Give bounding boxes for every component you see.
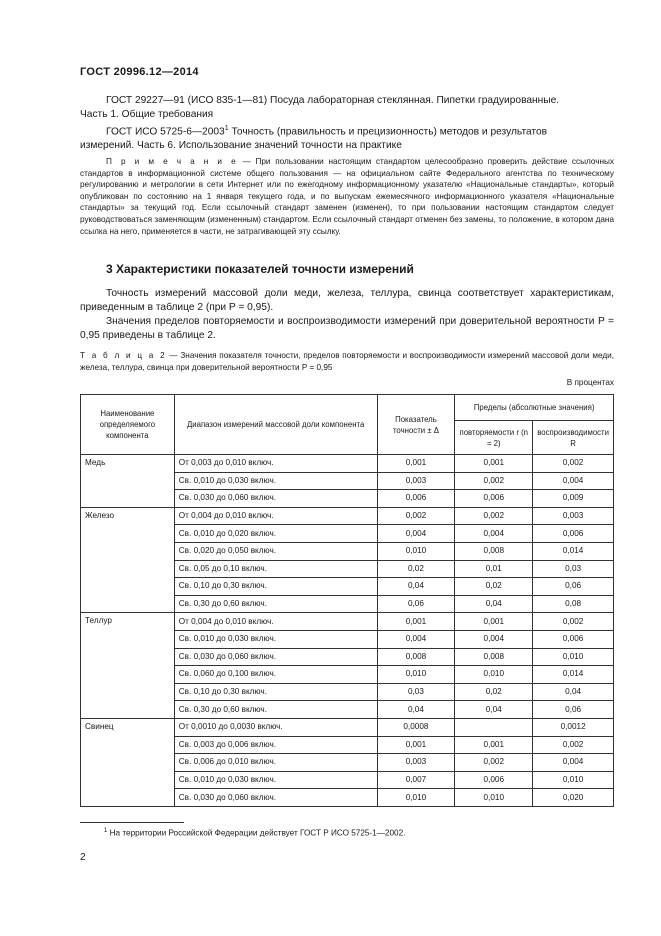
note-paragraph [80,156,614,237]
note-label: П р и м е ч а н и е [106,157,238,166]
range-cell: Св. 0,020 до 0,050 включ. [174,542,377,560]
accuracy-cell: 0,003 [377,754,455,772]
range-cell: Св. 0,30 до 0,60 включ. [174,701,377,719]
table-row [81,507,614,525]
accuracy-cell: 0,007 [377,771,455,789]
range-cell: Св. 0,003 до 0,006 включ. [174,736,377,754]
range-cell: Св. 0,010 до 0,030 включ. [174,472,377,490]
reproducibility-cell: 0,004 [533,472,614,490]
range-cell: Св. 0,030 до 0,060 включ. [174,789,377,807]
section-title: 3 Характеристики показателей точности измерений [106,262,414,276]
range-cell: От 0,003 до 0,010 включ. [174,455,377,473]
table-caption-text: — Значения показателя точности, пределов повторяемости и воспроизводимости измерений массовой доли меди, железа, теллура, свинца при доверительной вероятности P = 0,95 [80,351,614,372]
accuracy-cell: 0,04 [377,578,455,596]
table-row [81,718,614,736]
header-repeatability: повторяемости r (n = 2) [455,421,533,455]
accuracy-cell: 0,006 [377,490,455,508]
range-cell: Св. 0,05 до 0,10 включ. [174,560,377,578]
repeatability-cell: 0,002 [455,754,533,772]
repeatability-cell: 0,008 [455,542,533,560]
range-cell: Св. 0,010 до 0,020 включ. [174,525,377,543]
repeatability-cell: 0,004 [455,630,533,648]
reproducibility-cell: 0,06 [533,701,614,719]
paragraph-accuracy: Точность измерений массовой доли меди, железа, теллура, свинца соответствует характеристикам, приведенным в таблице 2 (при P = 0,95). [80,288,614,313]
repeatability-cell: 0,004 [455,525,533,543]
accuracy-cell: 0,001 [377,736,455,754]
reproducibility-cell: 0,009 [533,490,614,508]
repeatability-cell: 0,010 [455,666,533,684]
reproducibility-cell: 0,004 [533,754,614,772]
range-cell: Св. 0,010 до 0,030 включ. [174,630,377,648]
range-cell: Св. 0,10 до 0,30 включ. [174,683,377,701]
page-number: 2 [80,852,86,863]
note-text: — При пользовании настоящим стандартом целесообразно проверить действие ссылочных стандартов в информационной системе общего пользования — на официальном сайте Федерального агентства по техническому регулированию и метрологии в сети Интернет или по ежегодному информационному указателю «Национальные стандарты», который опубликован по состоянию на 1 января текущего года, и по выпускам ежемесячного информационного указателя «Национальные стандарты» за текущий год. Если ссылочный стандарт заменен (изменен), то при пользовании настоящим стандартом следует руководствоваться заменяющим (измененным) стандартом. Если ссылочный стандарт отменен без замены, то положение, в котором дана ссылка на него, применяется в части, не затрагивающей эту ссылку. [80,157,614,236]
repeatability-cell: 0,008 [455,648,533,666]
reference-gost-iso-5725-6 [80,122,614,153]
component-name-cell: Теллур [81,613,175,719]
reproducibility-cell: 0,002 [533,736,614,754]
footnote-mark: 1 [224,125,229,132]
range-cell: От 0,0010 до 0,0030 включ. [174,718,377,736]
reproducibility-cell: 0,014 [533,666,614,684]
repeatability-cell: 0,02 [455,683,533,701]
repeatability-cell: 0,001 [455,613,533,631]
reproducibility-cell: 0,010 [533,648,614,666]
repeatability-cell: 0,010 [455,789,533,807]
units-note: В процентах [566,378,614,387]
reproducibility-cell: 0,08 [533,595,614,613]
range-cell: От 0,004 до 0,010 включ. [174,613,377,631]
reproducibility-cell: 0,006 [533,630,614,648]
reference-title: Точность (правильность и прецизионность) методов и результатов [228,126,548,138]
accuracy-table [80,394,614,807]
reference-line: ГОСТ 29227—91 (ИСО 835-1—81) Посуда лабораторная стеклянная. Пипетки градуированные. [106,95,560,106]
range-cell: Св. 0,030 до 0,060 включ. [174,648,377,666]
component-name-cell: Железо [81,507,175,613]
table-caption-label: Т а б л и ц а 2 [80,351,167,360]
accuracy-cell: 0,003 [377,472,455,490]
table-row [81,455,614,473]
repeatability-cell: 0,02 [455,578,533,596]
footnote [104,828,405,838]
reference-line: Часть 1. Общие требования [80,109,214,120]
range-cell: Св. 0,006 до 0,010 включ. [174,754,377,772]
reproducibility-cell: 0,002 [533,613,614,631]
reproducibility-cell: 0,010 [533,771,614,789]
accuracy-cell: 0,004 [377,525,455,543]
table-body [81,455,614,807]
reproducibility-cell: 0,003 [533,507,614,525]
repeatability-cell: 0,001 [455,736,533,754]
accuracy-cell: 0,03 [377,683,455,701]
reproducibility-cell: 0,03 [533,560,614,578]
accuracy-cell: 0,06 [377,595,455,613]
repeatability-cell: 0,002 [455,472,533,490]
table-row [81,613,614,631]
component-name-cell: Медь [81,455,175,508]
paragraph-limits: Значения пределов повторяемости и воспроизводимости измерений при доверительной вероятности P = 0,95 приведены в таблице 2. [80,316,614,341]
accuracy-cell: 0,0008 [377,718,455,736]
reference-line: измерений. Часть 6. Использование значений точности на практике [80,140,402,152]
repeatability-cell: 0,04 [455,595,533,613]
repeatability-cell: 0,04 [455,701,533,719]
reproducibility-cell: 0,0012 [533,718,614,736]
range-cell: Св. 0,010 до 0,030 включ. [174,771,377,789]
accuracy-cell: 0,010 [377,666,455,684]
footnote-text: На территории Российской Федерации действует ГОСТ Р ИСО 5725-1—2002. [107,828,406,838]
header-accuracy: Показатель точности ± Δ [377,395,455,455]
repeatability-cell: 0,002 [455,507,533,525]
accuracy-cell: 0,002 [377,507,455,525]
reference-code: ГОСТ ИСО 5725-6—2003 [106,126,225,138]
footnote-mark: 1 [104,828,108,834]
reproducibility-cell: 0,002 [533,455,614,473]
header-range: Диапазон измерений массовой доли компонента [174,395,377,455]
accuracy-cell: 0,02 [377,560,455,578]
repeatability-cell: 0,006 [455,771,533,789]
accuracy-cell: 0,001 [377,455,455,473]
range-cell: Св. 0,10 до 0,30 включ. [174,578,377,596]
header-component: Наименование определяемого компонента [81,395,175,455]
range-cell: От 0,004 до 0,010 включ. [174,507,377,525]
accuracy-cell: 0,010 [377,542,455,560]
range-cell: Св. 0,30 до 0,60 включ. [174,595,377,613]
reproducibility-cell: 0,006 [533,525,614,543]
range-cell: Св. 0,030 до 0,060 включ. [174,490,377,508]
document-header: ГОСТ 20996.12—2014 [80,66,199,78]
table-caption [80,350,614,374]
repeatability-cell: 0,01 [455,560,533,578]
accuracy-cell: 0,004 [377,630,455,648]
reproducibility-cell: 0,04 [533,683,614,701]
reproducibility-cell: 0,06 [533,578,614,596]
accuracy-cell: 0,010 [377,789,455,807]
repeatability-cell: 0,001 [455,455,533,473]
repeatability-cell [455,718,533,736]
reproducibility-cell: 0,020 [533,789,614,807]
header-reproducibility: воспроизводимости R [533,421,614,455]
footnote-divider [80,822,184,823]
reference-line [80,122,614,139]
component-name-cell: Свинец [81,718,175,806]
reference-gost-29227 [80,94,614,122]
accuracy-cell: 0,04 [377,701,455,719]
reproducibility-cell: 0,014 [533,542,614,560]
range-cell: Св. 0,060 до 0,100 включ. [174,666,377,684]
header-limits: Пределы (абсолютные значения) [455,395,614,421]
accuracy-cell: 0,001 [377,613,455,631]
repeatability-cell: 0,006 [455,490,533,508]
accuracy-cell: 0,008 [377,648,455,666]
